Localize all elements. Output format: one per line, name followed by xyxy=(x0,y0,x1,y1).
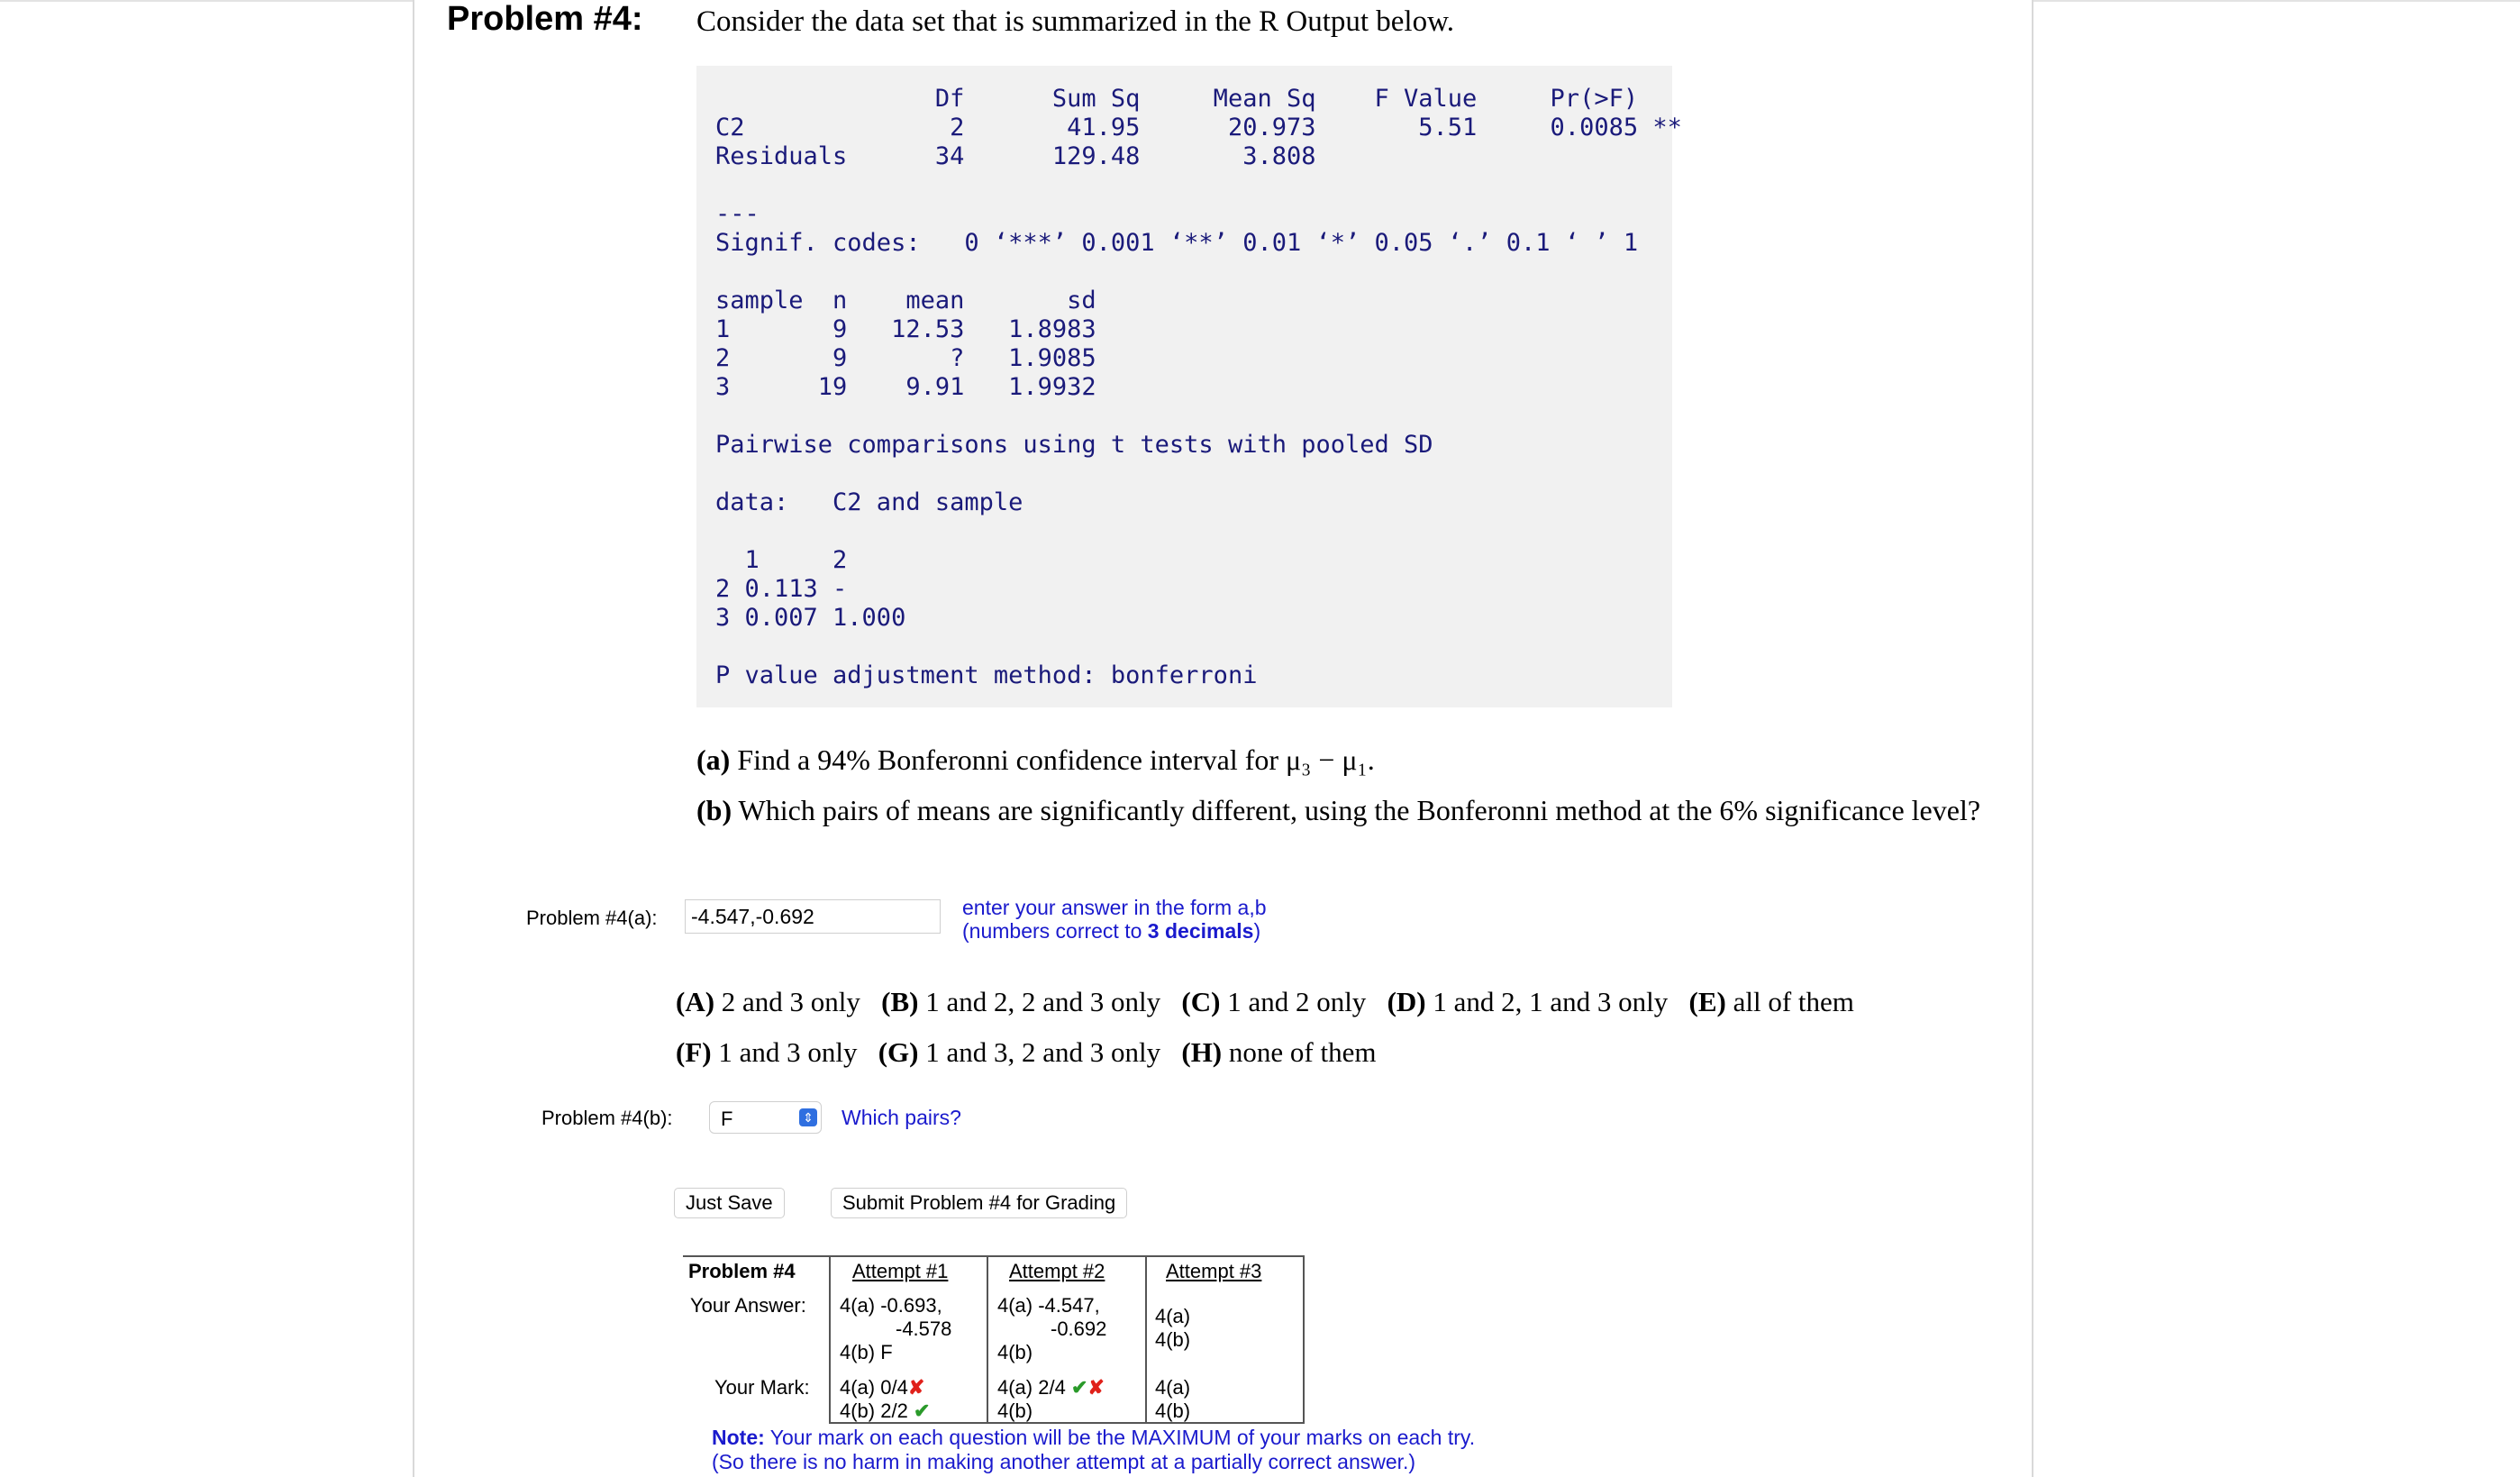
check-icon: ✔ xyxy=(913,1400,931,1422)
stats-row-2: 2 9 ? 1.9085 xyxy=(715,344,1096,372)
check-icon: ✔ xyxy=(1070,1376,1088,1399)
question-a-tag: (a) xyxy=(696,743,731,776)
choice-c: 1 and 2 only xyxy=(1227,986,1367,1017)
table-col-divider-1 xyxy=(829,1255,831,1424)
submit-grading-button[interactable]: Submit Problem #4 for Grading xyxy=(831,1188,1127,1218)
attempt-2-answer-a: 4(a) -4.547, xyxy=(997,1294,1100,1317)
table-header-attempt-2[interactable]: Attempt #2 xyxy=(1009,1260,1105,1282)
choices-row-1: (A) 2 and 3 only (B) 1 and 2, 2 and 3 only (C) 1 and 2 only (D) 1 and 2, 1 and 3 only (E) all of them xyxy=(676,986,1854,1017)
answer-b-selected: F xyxy=(721,1108,733,1130)
hint-line-1: enter your answer in the form a,b xyxy=(962,896,1267,919)
pairwise-data-line: data: C2 and sample xyxy=(715,488,1023,516)
pvalue-row-2: 2 0.113 - xyxy=(715,575,848,603)
problem-intro: Consider the data set that is summarized in the R Output below. xyxy=(696,5,1455,38)
stats-header: sample n mean sd xyxy=(715,287,1096,315)
table-top-border xyxy=(683,1255,1305,1257)
choice-d: 1 and 2, 1 and 3 only xyxy=(1433,986,1669,1017)
hint-line-2: (numbers correct to 3 decimals) xyxy=(962,919,1261,943)
answer-b-label: Problem #4(b): xyxy=(541,1107,673,1129)
attempt-3-mark-a: 4(a) xyxy=(1155,1376,1191,1399)
question-b xyxy=(696,794,1980,827)
anova-row-c2: C2 2 41.95 20.973 5.51 0.0085 ** xyxy=(715,114,1682,141)
attempt-1-answer-a-cont: -4.578 xyxy=(896,1317,952,1340)
pvalue-header: 1 2 xyxy=(715,546,848,574)
attempt-1-mark-a: 4(a) 0/4✘ xyxy=(840,1376,925,1399)
choice-b: 1 and 2, 2 and 3 only xyxy=(925,986,1161,1017)
updown-chevron-icon: ⇕ xyxy=(799,1108,817,1126)
cross-icon: ✘ xyxy=(1087,1376,1105,1399)
grading-note xyxy=(712,1426,1475,1474)
adjust-method: P value adjustment method: bonferroni xyxy=(715,661,1258,689)
pairwise-title: Pairwise comparisons using t tests with pooled SD xyxy=(715,431,1433,459)
your-answer-label: Your Answer: xyxy=(690,1294,806,1317)
signif-dashes: --- xyxy=(715,200,760,228)
question-b-text: Which pairs of means are significantly different, using the Bonferonni method at the 6% significance level? xyxy=(738,794,1981,826)
note-line-1: Note: Your mark on each question will be the MAXIMUM of your marks on each try. xyxy=(712,1426,1476,1449)
attempt-3-answer-b: 4(b) xyxy=(1155,1328,1191,1351)
question-a xyxy=(696,743,1375,777)
choices-row-2: (F) 1 and 3 only (G) 1 and 3, 2 and 3 only (H) none of them xyxy=(676,1036,1377,1068)
answer-a-hint xyxy=(962,896,1267,943)
choice-e: all of them xyxy=(1733,986,1854,1017)
table-header-attempt-1[interactable]: Attempt #1 xyxy=(852,1260,949,1282)
answer-b-select[interactable] xyxy=(709,1101,822,1134)
signif-codes: Signif. codes: 0 ‘***’ 0.001 ‘**’ 0.01 ‘*’ 0.05 ‘.’ 0.1 ‘ ’ 1 xyxy=(715,229,1639,257)
frame-right-border xyxy=(2032,0,2033,1477)
choice-f: 1 and 3 only xyxy=(718,1036,858,1068)
question-a-text: Find a 94% Bonferonni confidence interval for μ₃ − μ₁. xyxy=(737,743,1375,776)
table-col-divider-3 xyxy=(1145,1255,1147,1424)
anova-row-residuals: Residuals 34 129.48 3.808 xyxy=(715,142,1316,170)
attempt-2-answer-b: 4(b) xyxy=(997,1341,1033,1363)
table-header-problem: Problem #4 xyxy=(688,1260,796,1282)
answer-b-hint: Which pairs? xyxy=(842,1106,961,1129)
attempt-2-answer-a-cont: -0.692 xyxy=(1051,1317,1107,1340)
table-col-divider-2 xyxy=(987,1255,988,1424)
answer-a-label: Problem #4(a): xyxy=(526,907,658,929)
attempt-2-mark-a: 4(a) 2/4 ✔✘ xyxy=(997,1376,1105,1399)
attempt-1-mark-b: 4(b) 2/2 ✔ xyxy=(840,1400,931,1422)
choice-h: none of them xyxy=(1228,1036,1377,1068)
choice-g: 1 and 3, 2 and 3 only xyxy=(925,1036,1161,1068)
attempt-1-answer-a: 4(a) -0.693, xyxy=(840,1294,942,1317)
answer-a-input[interactable] xyxy=(685,899,941,934)
frame-left-border xyxy=(413,0,414,1477)
choice-a: 2 and 3 only xyxy=(721,986,860,1017)
problem-heading: Problem #4: xyxy=(447,0,643,38)
table-col-divider-4 xyxy=(1303,1255,1305,1424)
your-mark-label: Your Mark: xyxy=(714,1376,810,1399)
attempt-2-mark-b: 4(b) xyxy=(997,1400,1033,1422)
note-line-2: (So there is no harm in making another attempt at a partially correct answer.) xyxy=(712,1450,1416,1473)
attempt-1-answer-b: 4(b) F xyxy=(840,1341,893,1363)
frame-top-right xyxy=(2033,0,2520,2)
pvalue-row-3: 3 0.007 1.000 xyxy=(715,604,906,632)
stats-row-1: 1 9 12.53 1.8983 xyxy=(715,315,1096,343)
question-b-tag: (b) xyxy=(696,794,732,826)
attempt-3-answer-a: 4(a) xyxy=(1155,1305,1191,1327)
just-save-button[interactable]: Just Save xyxy=(674,1188,785,1218)
stats-row-3: 3 19 9.91 1.9932 xyxy=(715,373,1096,401)
anova-header: Df Sum Sq Mean Sq F Value Pr(>F) xyxy=(715,85,1639,113)
attempt-3-mark-b: 4(b) xyxy=(1155,1400,1191,1422)
table-header-attempt-3[interactable]: Attempt #3 xyxy=(1166,1260,1262,1282)
frame-top-left xyxy=(0,0,413,2)
cross-icon: ✘ xyxy=(907,1376,925,1399)
